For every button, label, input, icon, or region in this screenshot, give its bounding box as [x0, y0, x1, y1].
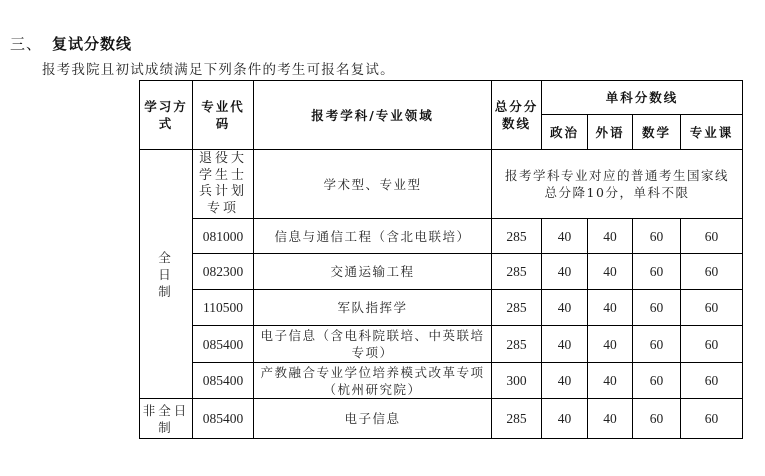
- cell-major-course: 60: [681, 399, 743, 439]
- cell-foreign-language: 40: [588, 290, 633, 326]
- cell-math: 60: [633, 399, 681, 439]
- section-title: 复试分数线: [52, 35, 133, 53]
- cell-total: 285: [492, 326, 542, 363]
- retest-score-table: [139, 80, 743, 439]
- table-row: [140, 219, 743, 254]
- cell-foreign-language: 40: [588, 326, 633, 363]
- cell-politics: 40: [542, 326, 588, 363]
- cell-math: 60: [633, 290, 681, 326]
- cell-major-course: 60: [681, 219, 743, 254]
- section-intro: 报考我院且初试成绩满足下列条件的考生可报名复试。: [42, 62, 395, 78]
- cell-veteran-note: [492, 150, 743, 219]
- header-field: 报考学科/专业领域: [254, 81, 492, 150]
- cell-politics: 40: [542, 219, 588, 254]
- header-total-score: 总分分数线: [492, 81, 542, 150]
- header-single-subject: 单科分数线: [542, 81, 743, 115]
- cell-code: 退役大学生士兵计划专项: [193, 150, 254, 219]
- cell-field: 军队指挥学: [254, 290, 492, 326]
- cell-total: 285: [492, 290, 542, 326]
- cell-math: 60: [633, 326, 681, 363]
- header-major-code: 专业代码: [193, 81, 254, 150]
- header-politics: 政治: [542, 115, 588, 150]
- cell-code: 085400: [193, 363, 254, 399]
- cell-politics: 40: [542, 290, 588, 326]
- cell-total: 285: [492, 254, 542, 290]
- cell-mode-part-time: 非全日制: [140, 399, 193, 439]
- table-row: [140, 326, 743, 363]
- cell-politics: 40: [542, 254, 588, 290]
- header-major-course: 专业课: [681, 115, 743, 150]
- cell-major-course: 60: [681, 254, 743, 290]
- cell-code: 081000: [193, 219, 254, 254]
- header-study-mode: 学习方式: [140, 81, 193, 150]
- cell-field: 产教融合专业学位培养模式改革专项（杭州研究院）: [254, 363, 492, 399]
- cell-major-course: 60: [681, 326, 743, 363]
- veteran-note-line1: 报考学科专业对应的普通考生国家线: [504, 168, 729, 183]
- cell-politics: 40: [542, 399, 588, 439]
- table-row: [140, 399, 743, 439]
- header-foreign-language: 外语: [588, 115, 633, 150]
- cell-foreign-language: 40: [588, 363, 633, 399]
- cell-code: 085400: [193, 326, 254, 363]
- cell-major-course: 60: [681, 290, 743, 326]
- cell-total: 300: [492, 363, 542, 399]
- veteran-note-line2: 总分降10分，单科不限: [544, 185, 690, 200]
- cell-code: 085400: [193, 399, 254, 439]
- cell-field: 信息与通信工程（含北电联培）: [254, 219, 492, 254]
- table-row-veteran: [140, 150, 743, 219]
- cell-field: 电子信息: [254, 399, 492, 439]
- table-row: [140, 290, 743, 326]
- cell-code: 082300: [193, 254, 254, 290]
- table-row: [140, 363, 743, 399]
- cell-field: 学术型、专业型: [254, 150, 492, 219]
- cell-total: 285: [492, 399, 542, 439]
- cell-code: 110500: [193, 290, 254, 326]
- section-number: 三、: [10, 35, 43, 53]
- section-heading: [10, 33, 132, 54]
- cell-field: 电子信息（含电科院联培、中英联培专项）: [254, 326, 492, 363]
- cell-foreign-language: 40: [588, 219, 633, 254]
- cell-mode-full-time: 全日制: [140, 150, 193, 399]
- table-row: [140, 254, 743, 290]
- cell-major-course: 60: [681, 363, 743, 399]
- cell-foreign-language: 40: [588, 399, 633, 439]
- cell-foreign-language: 40: [588, 254, 633, 290]
- header-math: 数学: [633, 115, 681, 150]
- cell-field: 交通运输工程: [254, 254, 492, 290]
- cell-politics: 40: [542, 363, 588, 399]
- cell-math: 60: [633, 363, 681, 399]
- cell-math: 60: [633, 219, 681, 254]
- cell-math: 60: [633, 254, 681, 290]
- cell-total: 285: [492, 219, 542, 254]
